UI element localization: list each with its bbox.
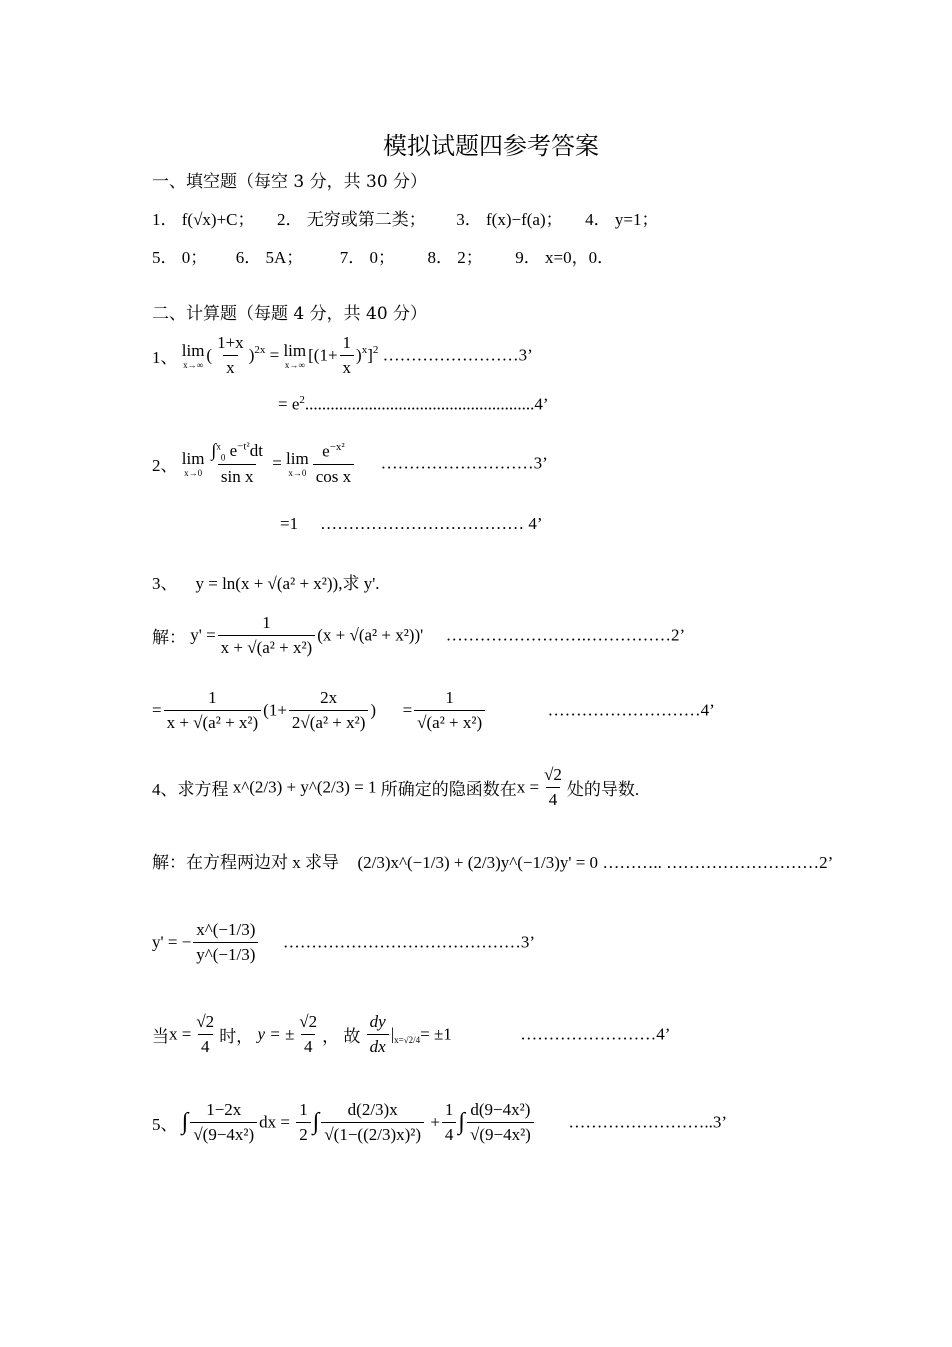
section1-line1 xyxy=(152,205,658,230)
answer-1: f(√x)+C； xyxy=(181,210,255,229)
q2-lim: lim x→0 xyxy=(181,449,205,479)
q1-dots: ……………………3’ xyxy=(382,345,533,365)
q2-dots: ………………………3’ xyxy=(380,453,548,473)
answer-4-no: 4． xyxy=(585,210,611,229)
answer-5: 0； xyxy=(181,248,208,267)
answer-7-no: 7． xyxy=(339,248,366,267)
answer-8-no: 8． xyxy=(427,248,454,267)
q2-frac2: $\frac{e^{-x^2}}{\text{cos x}}$ xyxy=(313,441,354,487)
q4-sol3: 当x = $\frac{√2}{4}$ 时， y = ± $\frac{√2}{4}$ ， 故 $\frac{dy}{dx}$ $|_{x=√2/4}= \pm 1$ ……………………4’ xyxy=(152,1012,671,1056)
q1-line2: = $e^2......................................................4$’ xyxy=(278,394,549,414)
q2-lim2: lim x→0 xyxy=(286,449,309,479)
q4-sol2: y' = − $\frac{x\^{}(-1/3)}{y\^{}(-1/3)}$ ……………………………………3’ xyxy=(152,920,536,964)
q1-bracket: [(1+ xyxy=(308,345,338,365)
q1-powx: ) xyxy=(356,345,362,365)
q1-pow: ) xyxy=(248,345,255,365)
q1-close-sup: 2 xyxy=(372,343,379,356)
q1-label: 1、 xyxy=(152,348,178,367)
answer-9: x=0，0． xyxy=(545,248,615,267)
q1-pow-sup: 2x xyxy=(254,343,266,356)
q1-powx-sup: x xyxy=(361,343,368,356)
q4-sol1: 解：在方程两边对 x 求导 (2/3)x^(−1/3) + (2/3)y^(−1/3)y' = 0 ……….. ………………………2’ xyxy=(152,853,834,872)
answer-8: 2； xyxy=(457,248,483,267)
q3-stmt: 3、 y = ln(x + √(a² + x²)),求 y'. xyxy=(152,574,380,593)
section1-heading: 一、填空题（每空 3 分，共 30 分） xyxy=(152,172,428,192)
q1-line1 xyxy=(152,333,533,378)
answer-7: 0； xyxy=(369,248,396,267)
section1-line2 xyxy=(152,243,614,268)
answer-3-no: 3． xyxy=(456,210,482,229)
q3-sol1: 解： y' = $\frac{1}{\text{x + √(a² + x²)}}$ (x + √(a² + x²))' …………………….……………2’ xyxy=(152,613,686,657)
q4-stmt: 4、求方程 x^(2/3) + y^(2/3) = 1 所确定的隐函数在x = $\frac{√2}{4}$ 处的导数. xyxy=(152,765,640,809)
answer-3: f(x)−f(a)； xyxy=(486,210,563,229)
answer-6: 5A； xyxy=(265,248,304,267)
q2-label: 2、 xyxy=(152,456,178,476)
answer-1-no: 1． xyxy=(152,210,178,229)
q1-frac2: $\frac{1}{x}$ xyxy=(340,333,355,378)
q1-lim2: lim x→∞ xyxy=(283,341,307,370)
q3-sol2: = $\frac{1}{\text{x + √(a² + x²)}}$ (1+ $\frac{2x}{\text{2√(a² + x²)}}$ ) = $\frac{1}{\text{√(a² + x²)}}$ ………………………4’ xyxy=(152,688,715,732)
answer-9-no: 9． xyxy=(515,248,541,267)
q2-line1 xyxy=(152,440,548,487)
answer-5-no: 5． xyxy=(152,248,178,267)
q1-close: ] xyxy=(367,345,373,365)
q1-frac1: $\frac{1+x}{x}$ xyxy=(217,333,244,377)
page-title: 模拟试题四参考答案 xyxy=(383,132,599,160)
q1-paren: ( xyxy=(206,345,213,365)
answer-2: 无穷或第二类； xyxy=(306,210,426,229)
q2-frac1: $\frac{\int^x_0 e^{-t^2}dt}{\text{sin x}}$ xyxy=(211,440,263,487)
q1-eq: = xyxy=(269,345,280,365)
q5-line: 5、 ∫ $\frac{1-2x}{\text{√(9−4x²)}}$ dx = $\frac{1}{2}$ ∫ $\frac{d(2/3)x}{\text{√(1−((2/3)x)²)}}$ + $\frac{1}{4}$ ∫ $\frac{\text{d(9−4x²)}}{\text{√(9−4x²)}}$ ……………………..3’ xyxy=(152,1100,727,1144)
answer-4: y=1； xyxy=(614,210,659,229)
q1-lim: lim x→∞ xyxy=(181,341,205,370)
q2-line2: =1 ……………………………… 4’ xyxy=(280,514,543,533)
answer-2-no: 2． xyxy=(277,210,303,229)
q2-eq: = xyxy=(272,453,282,473)
section2-heading: 二、计算题（每题 4 分，共 40 分） xyxy=(152,304,428,324)
answer-6-no: 6． xyxy=(235,248,262,267)
